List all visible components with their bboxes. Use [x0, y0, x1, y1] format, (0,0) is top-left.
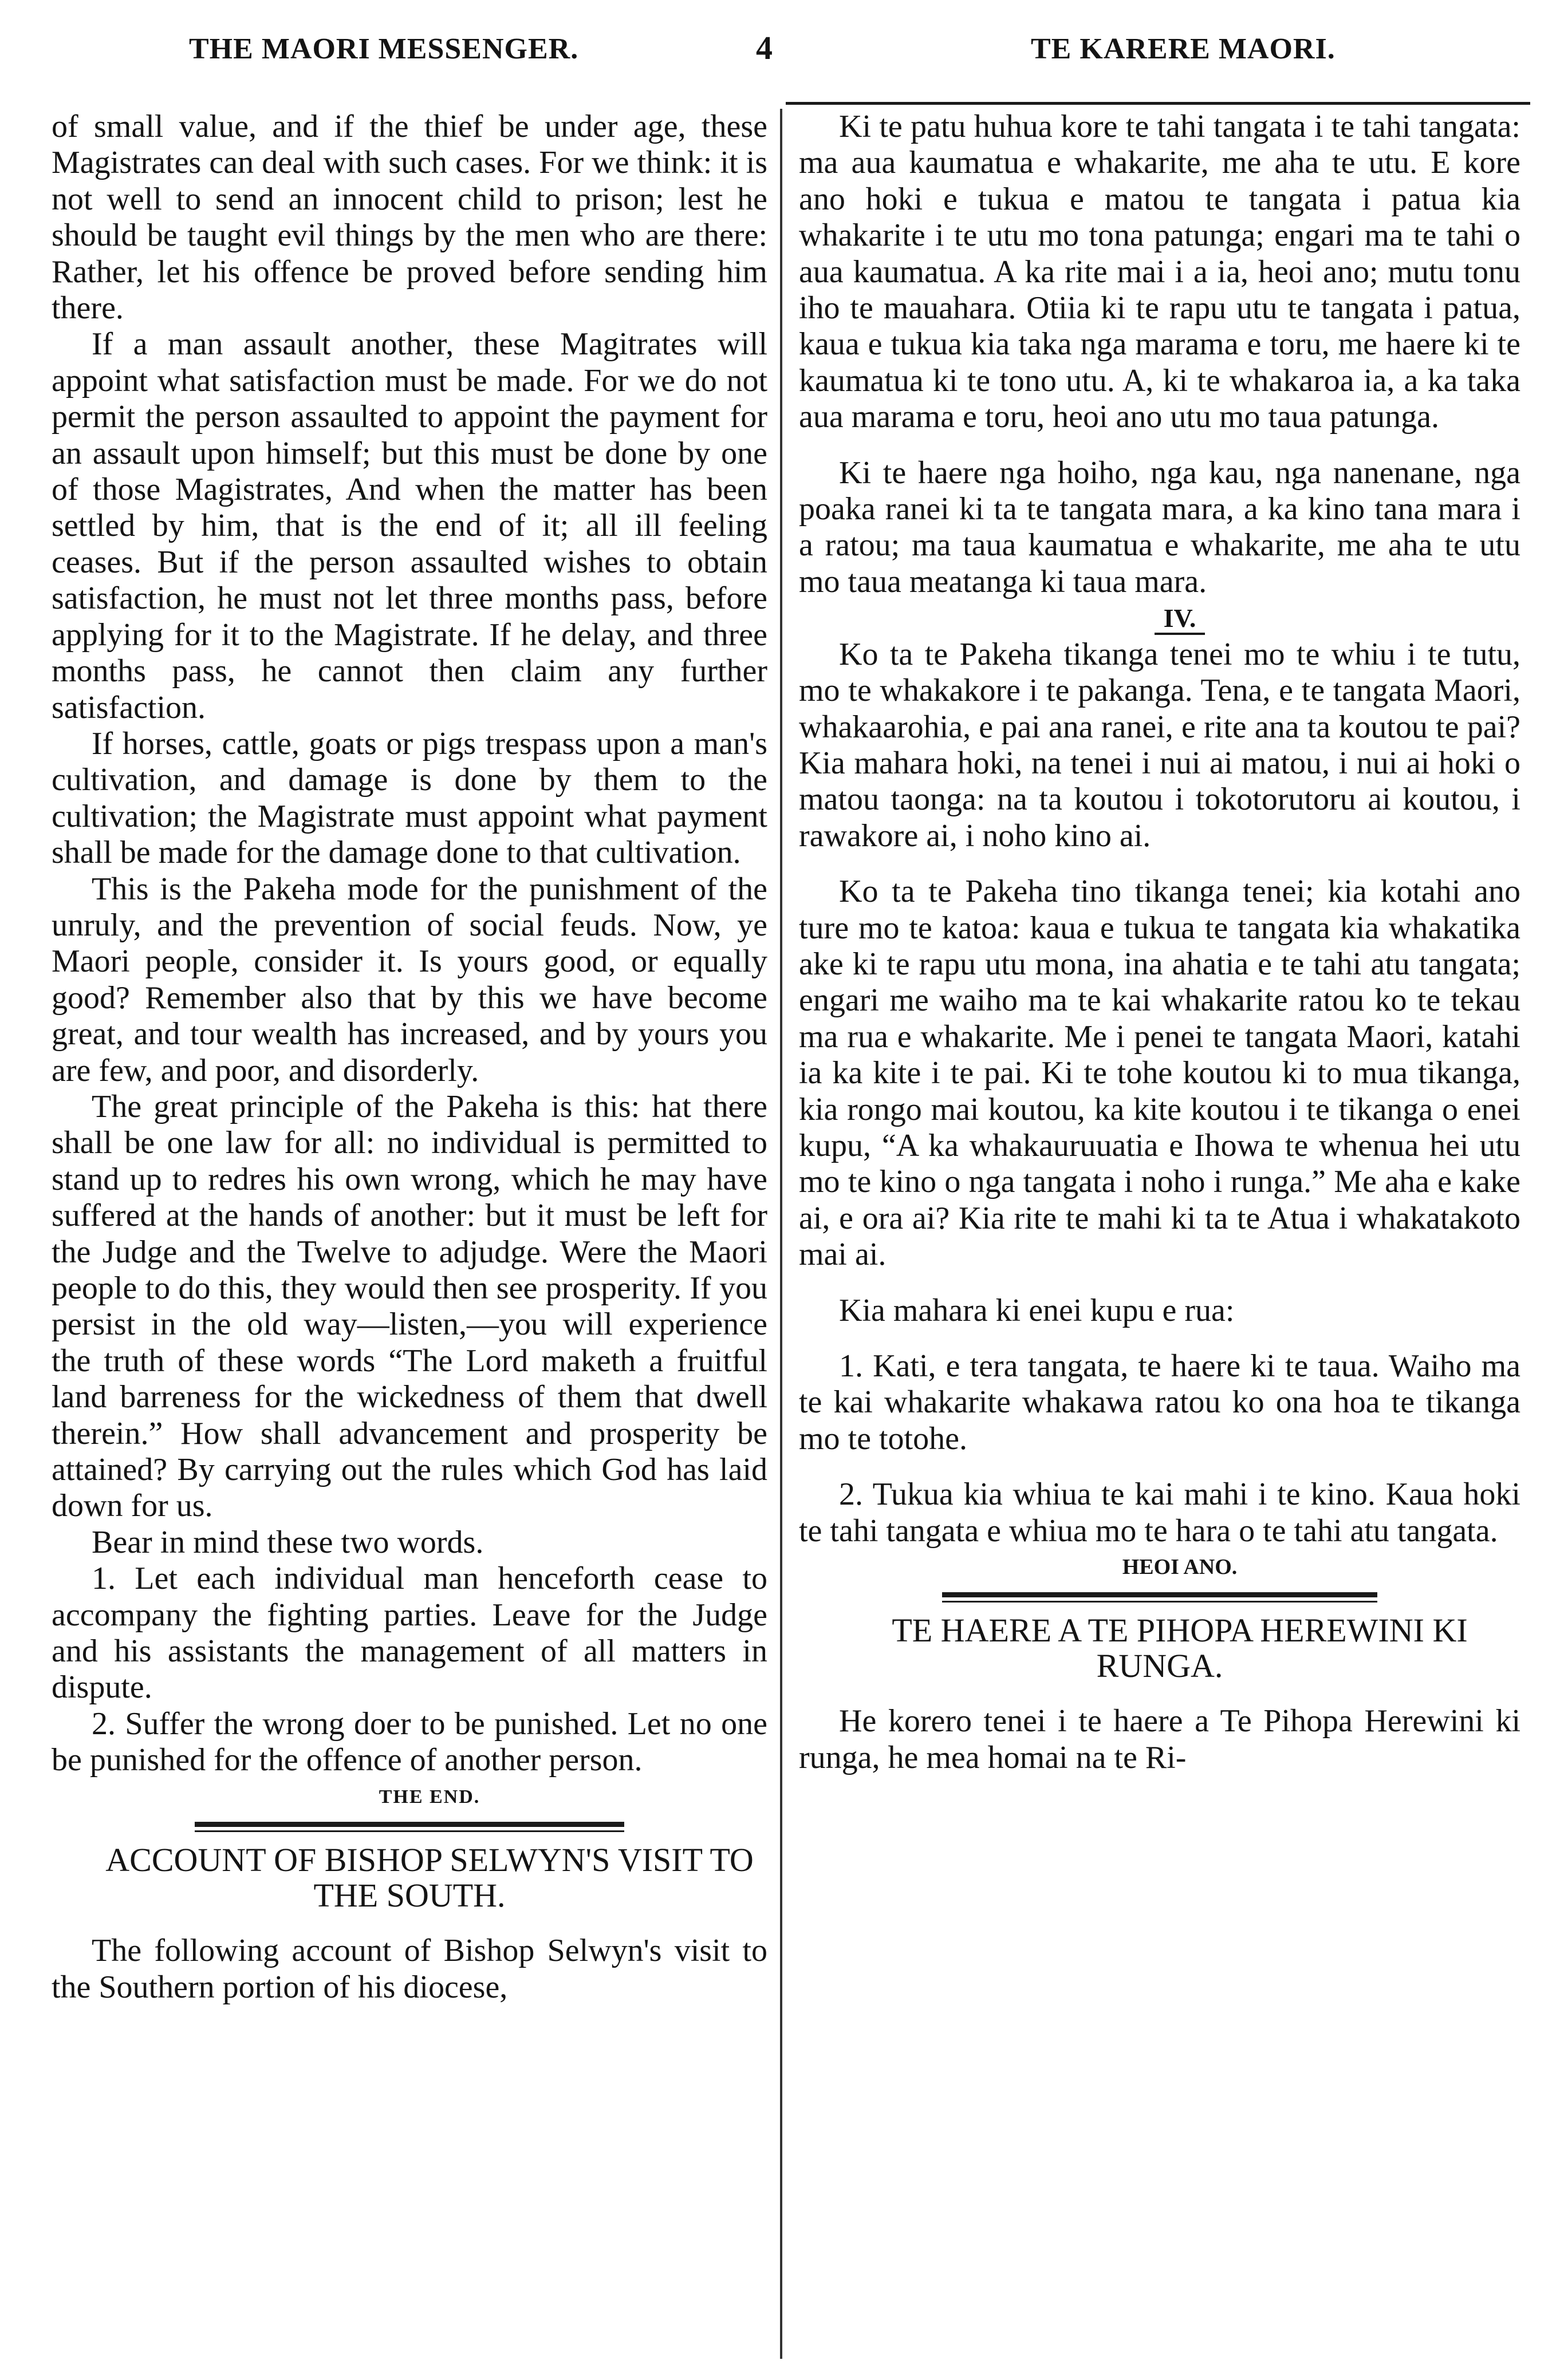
paragraph: Kia mahara ki enei kupu e rua: [839, 1292, 1235, 1328]
paragraph: This is the Pakeha mode for the punishment of the unruly, and the prevention of social feuds. Now, ye Maori people, consider it. Is yours good, or equally good? Remember also that by this we have become great, and tour wealth has increased, and by yours you are few, and poor, and disorderly. [52, 871, 767, 1088]
paragraph: Bear in mind these two words. [92, 1524, 484, 1560]
paragraph: If a man assault another, these Magitrates will appoint what satisfaction must be made. For we do not permit the person assaulted to appoint the payment for an assault upon himself; but this must be done by one of those Magistrates, And when the matter has been settled by him, that is the end of it; all ill feeling ceases. But if the person assaulted wishes to obtain satisfaction, he must not let three months pass, before applying for it to the Magistrate. If he delay, and three months pass, he cannot then claim any further satisfaction. [52, 326, 767, 725]
article-title: TE HAERE A TE PIHOPA HEREWINI KI RUNGA. [892, 1612, 1468, 1685]
paragraph: of small value, and if the thief be under age, these Magistrates can deal with such cases. For we think: it is not well to send an innocent child to prison; lest he should be taught evil things by the men who are there: Rather, let his offence be proved before sending him there. [52, 109, 767, 326]
end-label: THE END. [379, 1786, 480, 1807]
page-header [46, 21, 1512, 72]
page-number: 4 [756, 29, 773, 66]
paragraph: The following account of Bishop Selwyn's visit to the Southern portion of his diocese, [52, 1933, 767, 2005]
paragraph: Ki te haere nga hoiho, nga kau, nga nanenane, nga poaka ranei ki ta te tangata mara, a ka kino tana mara i a ratou; ma taua kaumatua e whakarite, me aha te utu mo taua meatanga ki taua mara. [799, 455, 1520, 599]
english-column [52, 109, 767, 2006]
paragraph: The great principle of the Pakeha is this: hat there shall be one law for all: no individual is permitted to stand up to redres his own wrong, which he may have suffered at the hands of another: but it must be left for the Judge and the Twelve to adjudge. Were the Maori people to do this, they would then see prosperity. If you persist in the old way—listen,—you will experience the truth of these words “The Lord maketh a fruitful land barreness for the wickedness of them that dwell therein.” How shall advancement and prosperity be attained? By carrying out the rules which God has laid down for us. [52, 1088, 767, 1524]
paragraph: Ko ta te Pakeha tikanga tenei mo te whiu i te tutu, mo te whakakore i te pakanga. Tena, e te tangata Maori, whakaarohia, e pai ana ranei, e rite ana ta koutou te pai? Kia mahara hoki, na tenei i nui ai matou, i nui ai hoki o matou taonga: na ta koutou i tokotorutoru ai koutou, i rawakore ai, i noho kino ai. [799, 636, 1520, 854]
header-rule [786, 102, 1530, 105]
section-numeral-text: IV. [1155, 603, 1206, 635]
section-rule [52, 1822, 767, 1832]
masthead-maori: TE KARERE MAORI. [1031, 33, 1336, 65]
end-label: HEOI ANO. [1122, 1555, 1238, 1580]
list-item: 2. Tukua kia whiua te kai mahi i te kino. Kaua hoki te tahi tangata e whiua mo te hara o te tahi atu tangata. [799, 1477, 1520, 1549]
paragraph: Ki te patu huhua kore te tahi tangata i te tahi tangata: ma aua kaumatua e whakarite, me aha te utu. E kore ano hoki e tukua e matou te tangata i patua kia whakarite i te utu mo tona patunga; engari ma te tahi o aua kaumatua. A ka rite mai i a ia, heoi ano; mutu tonu iho te mauahara. Otiia ki te rapu utu te tangata i patua, kaua e tukua kia taka nga marama e toru, me haere ki te kaumatua ki te tono utu. A, ki te whakaroa ia, a ka taka aua marama e toru, heoi ano utu mo taua patunga. [799, 109, 1520, 435]
list-item: 1. Kati, e tera tangata, te haere ki te taua. Waiho ma te kai whakarite whakawa ratou ko ona hoa te tikanga mo te totohe. [799, 1348, 1520, 1457]
article-title: ACCOUNT OF BISHOP SELWYN'S VISIT TO THE SOUTH. [105, 1841, 754, 1915]
column-divider [780, 109, 782, 2359]
masthead-english: THE MAORI MESSENGER. [189, 33, 579, 65]
list-item: 1. Let each individual man henceforth cease to accompany the fighting parties. Leave for the Judge and his assistants the management of all matters in dispute. [52, 1561, 767, 1706]
section-numeral [799, 600, 1520, 636]
maori-column [799, 109, 1520, 1776]
paragraph: If horses, cattle, goats or pigs trespass upon a man's cultivation, and damage is done by them to the cultivation; the Magistrate must appoint what payment shall be made for the damage done to that cultivation. [52, 725, 767, 871]
section-rule [799, 1592, 1520, 1603]
paragraph: Ko ta te Pakeha tino tikanga tenei; kia kotahi ano ture mo te katoa: kaua e tukua te tangata kia whakatika ake ki te rapu utu mona, ina ahatia e te tahi atu tangata; engari me waiho ma te kai whakarite ratou ko te tekau ma rua e whakarite. Me i penei te tangata Maori, katahi ia ka kite i te pai. Ki te tohe koutou ki to mua tikanga, kia rongo mai koutou, ka kite koutou i te tikanga o enei kupu, “A ka whakauruuatia e Ihowa te whenua hei utu mo te kino o nga tangata i noho i runga.” Me aha e kake ai, e ora ai? Kia rite te mahi ki ta te Atua i whakatakoto mai ai. [799, 874, 1520, 1273]
paragraph: He korero tenei i te haere a Te Pihopa Herewini ki runga, he mea homai na te Ri- [799, 1703, 1520, 1775]
list-item: 2. Suffer the wrong doer to be punished. Let no one be punished for the offence of another person. [52, 1706, 767, 1778]
